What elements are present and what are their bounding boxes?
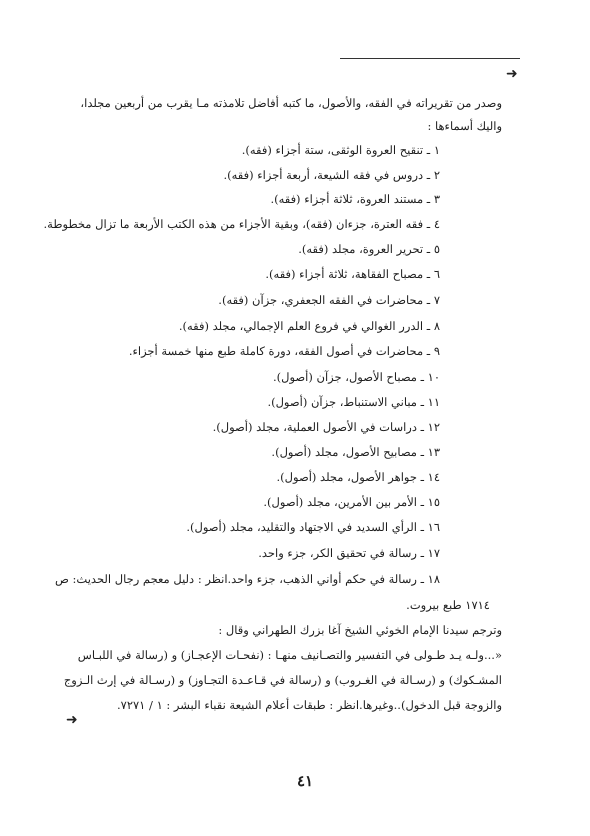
list-item: ٧ ـ محاضرات في الفقه الجعفري، جزآن (فقه). [218, 293, 440, 307]
page-number: ٤١ [296, 772, 314, 790]
list-item: ١٣ ـ مصابيح الأصول، مجلد (أصول). [271, 445, 440, 459]
arrow-left-icon: ➜ [506, 66, 518, 82]
closing-line: والزوجة قبل الدخول)..وغيرها.انظر : طبقات أعلام الشيعة نقباء البشر : ١ / ٧٢٧١. [117, 698, 502, 712]
list-item: ٣ ـ مستند العروة، ثلاثة أجزاء (فقه). [270, 192, 440, 206]
closing-line: المشـكوك) و (رسـالة في الغـروب) و (رسالة في قـاعـدة التجـاوز) و (رسـالة في إرث الـزوج [63, 673, 502, 687]
list-item: ١٥ ـ الأمر بين الأمرين، مجلد (أصول). [263, 495, 440, 509]
list-item: ١٦ ـ الرأي السديد في الاجتهاد والتقليد، مجلد (أصول). [186, 520, 440, 534]
closing-line: «...ولـه يـد طـولى في التفسير والتصـانيف منهـا : (نفحـات الإعجـاز) و (رسالة في اللبـاس [77, 648, 502, 662]
intro-line: وصدر من تقريراته في الفقه، والأصول، ما كتبه أفاضل تلامذته مـا يقرب من أربعين مجلدا، [80, 96, 502, 110]
intro-line: واليك أسماءها : [427, 119, 502, 133]
closing-line: وترجم سيدنا الإمام الخوئي الشيخ آغا بزرك الطهراني وقال : [218, 623, 502, 637]
list-item: ١٧ ـ رسالة في تحقيق الكر، جزء واحد. [258, 546, 440, 560]
list-item: ٢ ـ دروس في فقه الشيعة، أربعة أجزاء (فقه). [223, 168, 440, 182]
list-item: ٥ ـ تحرير العروة، مجلد (فقه). [298, 242, 440, 256]
list-item: ١٤ ـ جواهر الأصول، مجلد (أصول). [276, 470, 440, 484]
list-item: ٨ ـ الدرر الغوالي في فروع العلم الإجمالي، مجلد (فقه). [178, 319, 440, 333]
list-item: ٤ ـ فقه العترة، جزءان (فقه)، وبقية الأجزاء من هذه الكتب الأربعة ما تزال مخطوطة. [43, 217, 440, 231]
header-rule [340, 58, 520, 59]
list-item: ٦ ـ مصباح الفقاهة، ثلاثة أجزاء (فقه). [265, 267, 440, 281]
arrow-left-icon: ➜ [66, 712, 78, 728]
list-item: ١٠ ـ مصباح الأصول، جزآن (أصول). [272, 370, 440, 384]
list-item: ١ ـ تنقيح العروة الوثقى، ستة أجزاء (فقه). [241, 143, 440, 157]
list-item: ١٢ ـ دراسات في الأصول العملية، مجلد (أصول). [212, 420, 440, 434]
list-item-continuation: ١٧١٤ طبع بيروت. [406, 598, 490, 612]
list-item: ١١ ـ مباني الاستنباط، جزآن (أصول). [267, 395, 440, 409]
list-item: ٩ ـ محاضرات في أصول الفقه، دورة كاملة طبع منها خمسة أجزاء. [128, 344, 440, 358]
list-item: ١٨ ـ رسالة في حكم أواني الذهب، جزء واحد.انظر : دليل معجم رجال الحديث: ص [55, 572, 440, 586]
